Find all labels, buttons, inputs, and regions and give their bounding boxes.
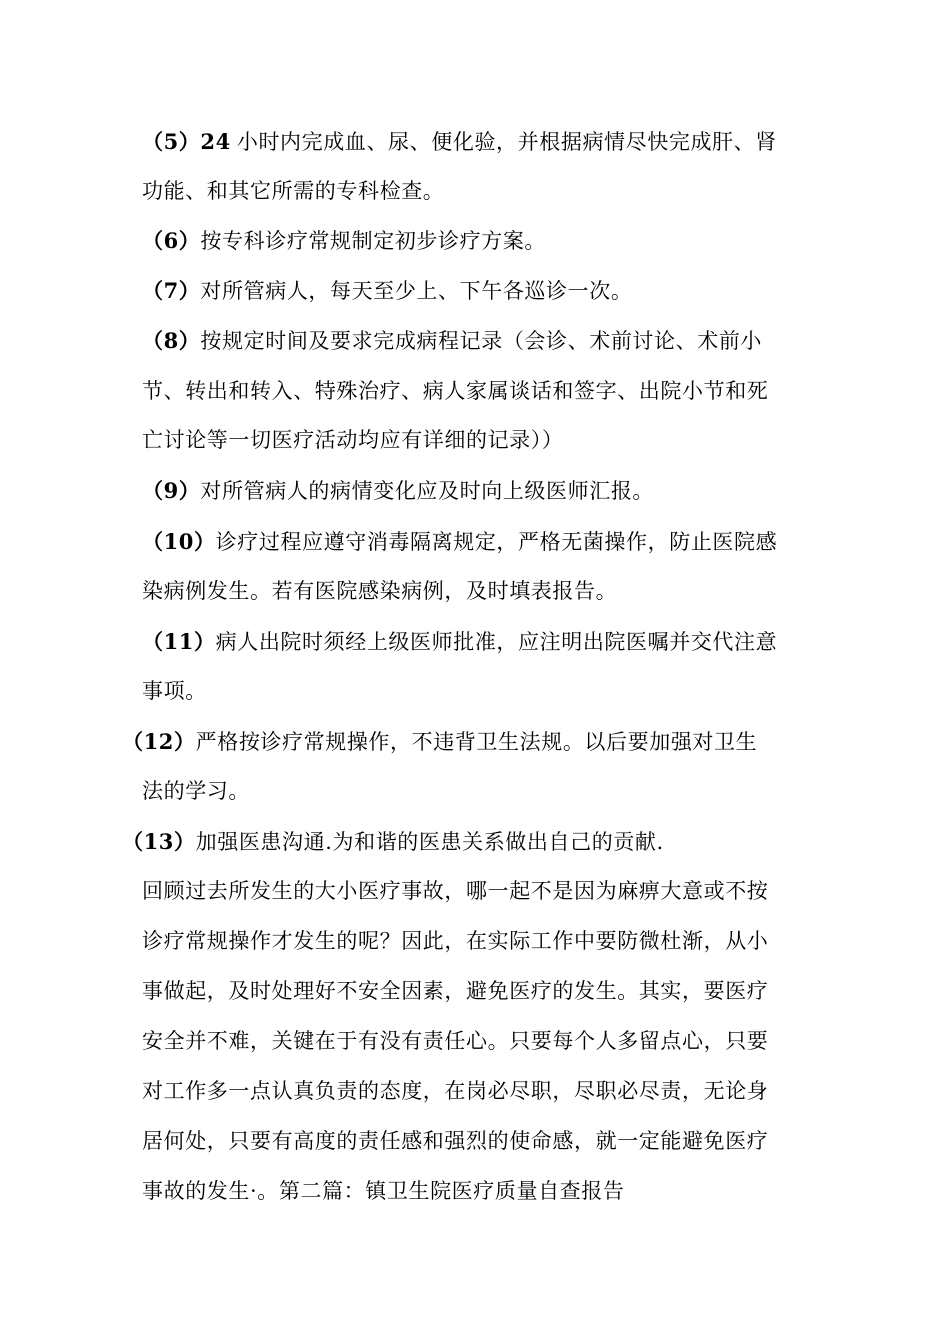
item-8-line-2: 节、转出和转入、特殊治疗、病人家属谈话和签字、出院小节和死 bbox=[142, 379, 769, 403]
closing-line-2: 诊疗常规操作才发生的呢？因此，在实际工作中要防微杜渐，从小 bbox=[142, 929, 769, 953]
item-text: 按规定时间及要求完成病程记录（会诊、术前讨论、术前小 bbox=[200, 329, 763, 353]
item-text: 加强医患沟通.为和谐的医患关系做出自己的贡献. bbox=[195, 830, 664, 854]
closing-line-1: 回顾过去所发生的大小医疗事故，哪一起不是因为麻痹大意或不按 bbox=[142, 879, 769, 903]
closing-line-3: 事做起，及时处理好不安全因素，避免医疗的发生。其实，要医疗 bbox=[142, 979, 769, 1003]
item-number: （5）24 bbox=[142, 129, 231, 154]
item-10-line-1 bbox=[142, 527, 822, 557]
closing-line-7: 事故的发生·。第二篇：镇卫生院医疗质量自查报告 bbox=[142, 1179, 625, 1203]
item-number: （7） bbox=[142, 278, 201, 303]
closing-line-6: 居何处，只要有高度的责任感和强烈的使命感，就一定能避免医疗 bbox=[142, 1129, 769, 1153]
item-number: （6） bbox=[142, 228, 201, 253]
item-number: （13） bbox=[122, 829, 196, 854]
item-6-line-1 bbox=[142, 226, 822, 256]
item-8-line-3: 亡讨论等一切医疗活动均应有详细的记录）） bbox=[142, 428, 564, 452]
item-number: （11） bbox=[142, 629, 216, 654]
item-text: 诊疗过程应遵守消毒隔离规定，严格无菌操作，防止医院感 bbox=[215, 530, 778, 554]
item-10-line-2: 染病例发生。若有医院感染病例，及时填表报告。 bbox=[142, 579, 618, 603]
item-12-line-2: 法的学习。 bbox=[142, 779, 250, 803]
item-number: （9） bbox=[142, 478, 201, 503]
item-number: （12） bbox=[122, 729, 196, 754]
item-text: 病人出院时须经上级医师批准，应注明出院医嘱并交代注意 bbox=[215, 630, 778, 654]
item-11-line-2: 事项。 bbox=[142, 679, 207, 703]
item-13-line-1 bbox=[122, 827, 802, 857]
item-8-line-1 bbox=[142, 326, 822, 356]
item-9-line-1 bbox=[142, 476, 822, 506]
item-text: 对所管病人，每天至少上、下午各巡诊一次。 bbox=[200, 279, 633, 303]
closing-line-5: 对工作多一点认真负责的态度，在岗必尽职，尽职必尽责，无论身 bbox=[142, 1079, 769, 1103]
item-text: 对所管病人的病情变化应及时向上级医师汇报。 bbox=[200, 479, 655, 503]
item-text: 按专科诊疗常规制定初步诊疗方案。 bbox=[200, 229, 547, 253]
item-5-line-2: 功能、和其它所需的专科检查。 bbox=[142, 179, 445, 203]
item-12-line-1 bbox=[122, 727, 802, 757]
item-7-line-1 bbox=[142, 276, 822, 306]
item-text: 严格按诊疗常规操作，不违背卫生法规。以后要加强对卫生 bbox=[195, 730, 758, 754]
item-5-line-1 bbox=[142, 127, 822, 157]
item-number: （8） bbox=[142, 328, 201, 353]
item-number: （10） bbox=[142, 529, 216, 554]
closing-line-4: 安全并不难，关键在于有没有责任心。只要每个人多留点心，只要 bbox=[142, 1029, 769, 1053]
item-text: 小时内完成血、尿、便化验，并根据病情尽快完成肝、肾 bbox=[236, 130, 777, 154]
item-11-line-1 bbox=[142, 627, 822, 657]
